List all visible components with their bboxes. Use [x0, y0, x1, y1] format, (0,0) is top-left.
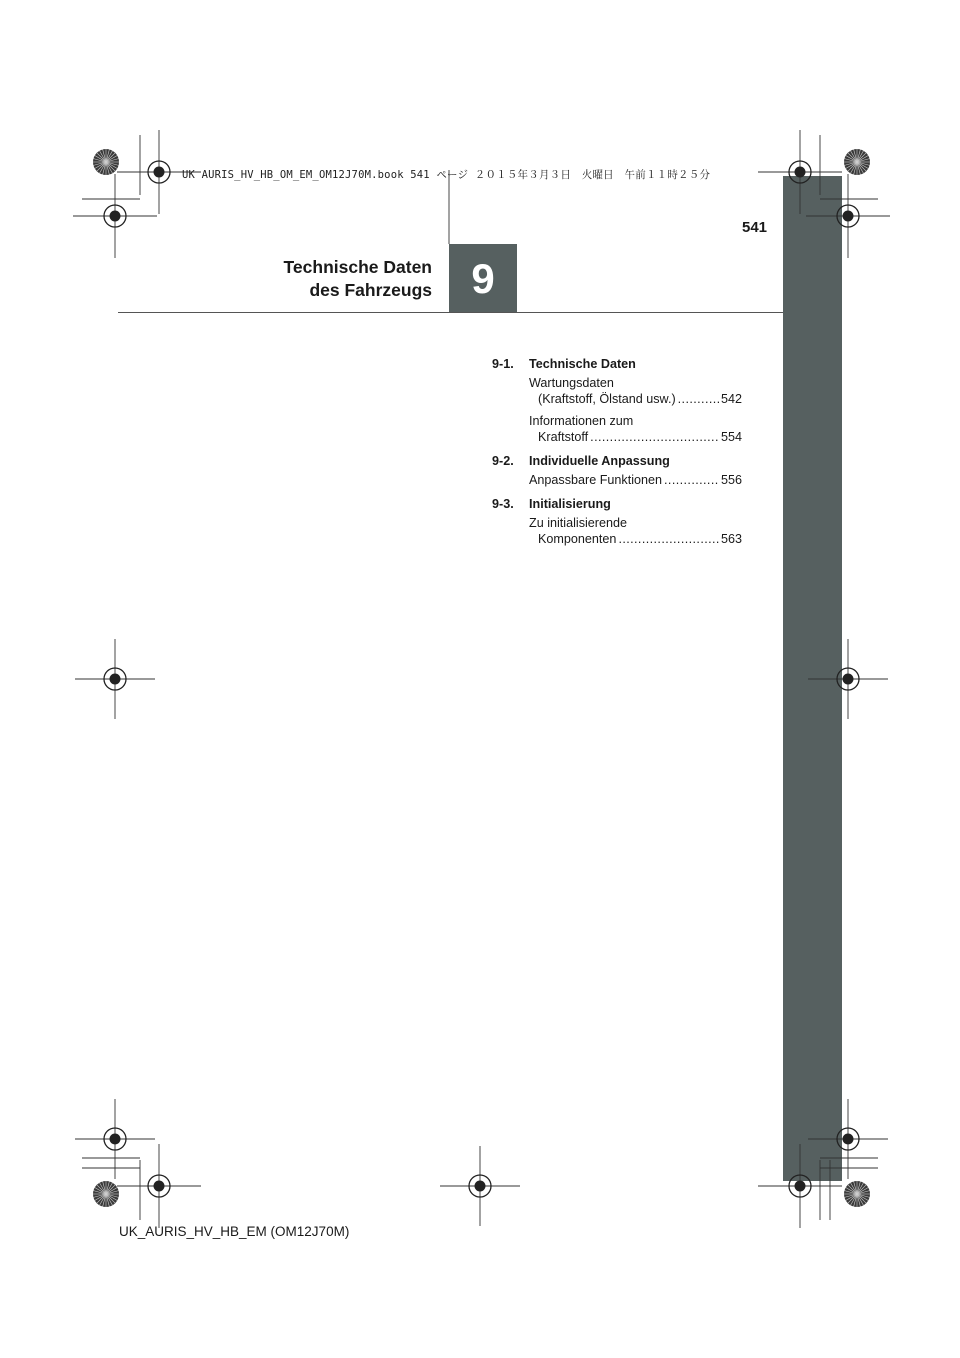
toc-leader-dots	[590, 429, 719, 445]
color-star-target-icon	[93, 149, 119, 175]
chapter-number-box: 9	[449, 244, 517, 313]
toc-entry-label: Zu initialisierende	[529, 516, 628, 530]
toc-entry-label: Wartungsdaten	[529, 376, 614, 390]
toc-entry[interactable]	[529, 375, 742, 407]
toc-section-heading[interactable]	[492, 356, 742, 372]
color-star-target-icon	[93, 1181, 119, 1207]
header-rule	[118, 312, 783, 313]
toc-section	[492, 453, 742, 488]
toc-entry-label: Anpassbare Funktionen	[529, 473, 663, 487]
registration-target-icon	[808, 639, 888, 719]
footer-manual-code: UK_AURIS_HV_HB_EM (OM12J70M)	[119, 1224, 350, 1239]
registration-target-icon	[758, 1144, 842, 1228]
toc-entry-page: 542	[720, 392, 742, 406]
registration-target-icon	[806, 174, 890, 258]
registration-target-icon	[440, 1146, 520, 1226]
toc-entry-page: 563	[720, 532, 742, 546]
toc-section-number: 9-1.	[492, 357, 514, 371]
toc-entry-label: Informationen zum	[529, 414, 634, 428]
toc-leader-dots	[664, 472, 719, 488]
section-title	[284, 256, 432, 302]
toc-leader-dots	[678, 391, 719, 407]
toc-section-heading[interactable]	[492, 453, 742, 469]
toc-entry-label-continued: (Kraftstoff, Ölstand usw.)	[538, 392, 676, 406]
toc-entry-label-continued: Komponenten	[538, 532, 617, 546]
registration-target-icon	[758, 130, 842, 214]
color-star-target-icon	[844, 1181, 870, 1207]
section-title-line-2: des Fahrzeugs	[309, 280, 432, 300]
registration-target-icon	[75, 1099, 155, 1179]
registration-target-icon	[73, 174, 157, 258]
print-header-line: UK AURIS_HV_HB_OM_EM_OM12J70M.book 541 ページ ２０１５年３月３日 火曜日 午前１１時２５分	[182, 169, 711, 181]
page-number: 541	[742, 219, 768, 236]
color-star-target-icon	[844, 149, 870, 175]
toc-entry[interactable]	[529, 515, 742, 547]
table-of-contents	[492, 356, 742, 555]
toc-entry-page: 556	[720, 473, 742, 487]
toc-entry[interactable]	[529, 413, 742, 445]
toc-entry[interactable]	[529, 472, 742, 488]
toc-section-number: 9-2.	[492, 454, 514, 468]
toc-section	[492, 496, 742, 547]
toc-section-heading[interactable]	[492, 496, 742, 512]
section-title-line-1: Technische Daten	[283, 257, 432, 277]
toc-section-number: 9-3.	[492, 497, 514, 511]
registration-target-icon	[117, 1144, 201, 1228]
toc-section-title: Individuelle Anpassung	[529, 454, 670, 468]
toc-section	[492, 356, 742, 445]
toc-entry-label-continued: Kraftstoff	[538, 430, 589, 444]
toc-section-title: Technische Daten	[529, 357, 636, 371]
toc-section-title: Initialisierung	[529, 497, 611, 511]
toc-leader-dots	[618, 531, 719, 547]
toc-entry-page: 554	[720, 430, 742, 444]
registration-target-icon	[75, 639, 155, 719]
